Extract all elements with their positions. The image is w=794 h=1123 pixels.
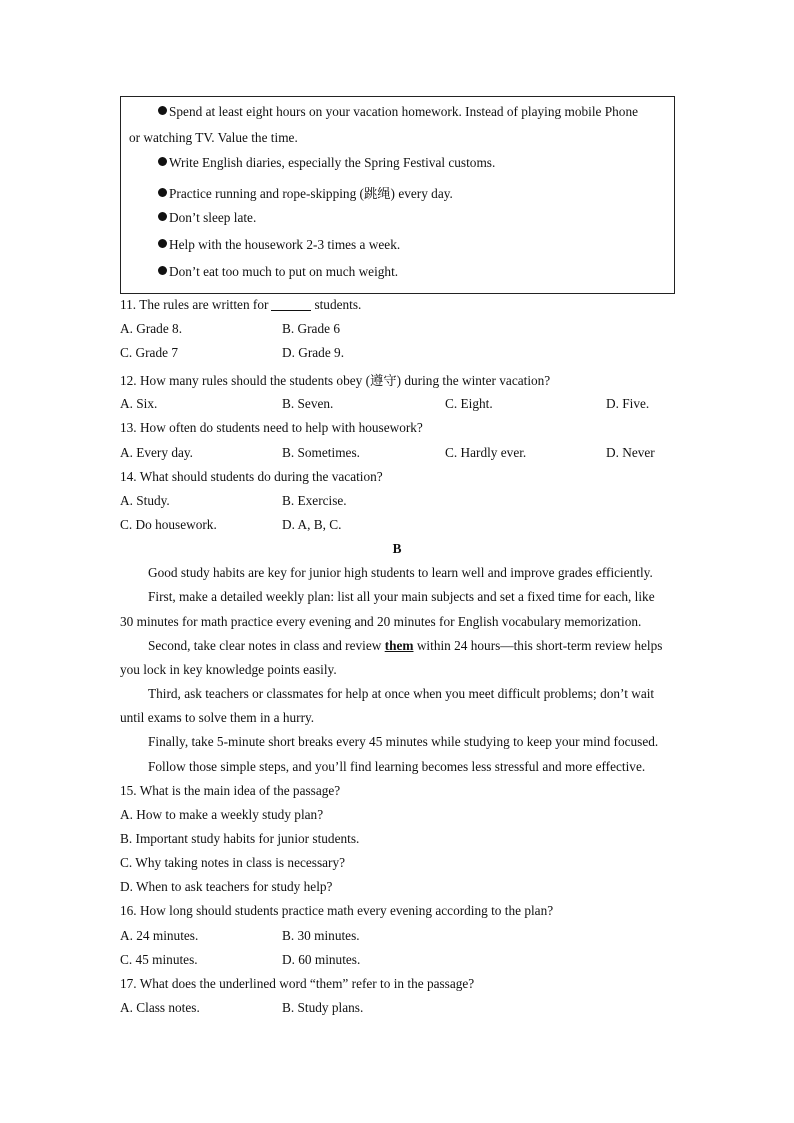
rule-1-continued: or watching TV. Value the time. xyxy=(129,130,298,145)
q13-option-d: D. Never xyxy=(606,445,655,460)
q14-option-d: D. A, B, C. xyxy=(282,517,342,532)
passage-paragraph-4: Third, ask teachers or classmates for help at once when you meet difficult problems; don’t wait xyxy=(148,686,655,701)
q15-option-d: D. When to ask teachers for study help? xyxy=(120,879,333,894)
q14-option-c: C. Do housework. xyxy=(120,517,217,532)
bullet-icon xyxy=(158,266,167,275)
q15-option-a: A. How to make a weekly study plan? xyxy=(120,807,324,822)
bullet-icon xyxy=(158,157,167,166)
passage-paragraph-3-continued: you lock in key knowledge points easily. xyxy=(120,662,337,677)
passage-paragraph-2-continued: 30 minutes for math practice every evening and 20 minutes for English vocabulary memorization. xyxy=(120,614,642,629)
answer-blank xyxy=(271,310,311,311)
q17-option-b: B. Study plans. xyxy=(282,1000,364,1015)
q12-option-a: A. Six. xyxy=(120,396,158,411)
q16-option-a: A. 24 minutes. xyxy=(120,928,199,943)
q12-option-b: B. Seven. xyxy=(282,396,334,411)
section-heading: B xyxy=(392,541,402,556)
q11-option-b: B. Grade 6 xyxy=(282,321,340,336)
rule-3: Practice running and rope-skipping (跳绳) every day. xyxy=(158,183,453,202)
passage-paragraph-6: Follow those simple steps, and you’ll find learning becomes less stressful and more effective. xyxy=(148,759,646,774)
question-11-stem: 11. The rules are written for students. xyxy=(120,297,362,312)
q16-option-d: D. 60 minutes. xyxy=(282,952,361,967)
q13-option-c: C. Hardly ever. xyxy=(445,445,527,460)
q16-option-b: B. 30 minutes. xyxy=(282,928,360,943)
rule-1: Spend at least eight hours on your vacation homework. Instead of playing mobile Phone xyxy=(158,104,638,120)
passage-paragraph-5: Finally, take 5-minute short breaks every 45 minutes while studying to keep your mind focused. xyxy=(148,734,659,749)
q17-option-a: A. Class notes. xyxy=(120,1000,200,1015)
q16-option-c: C. 45 minutes. xyxy=(120,952,198,967)
rules-box xyxy=(120,96,675,294)
q11-option-c: C. Grade 7 xyxy=(120,345,178,360)
q11-option-d: D. Grade 9. xyxy=(282,345,345,360)
q11-option-a: A. Grade 8. xyxy=(120,321,183,336)
rule-6: Don’t eat too much to put on much weight. xyxy=(158,264,398,280)
q15-option-c: C. Why taking notes in class is necessary? xyxy=(120,855,346,870)
rule-4: Don’t sleep late. xyxy=(158,210,256,226)
question-16-stem: 16. How long should students practice math every evening according to the plan? xyxy=(120,903,554,918)
q14-option-b: B. Exercise. xyxy=(282,493,347,508)
rule-2: Write English diaries, especially the Spring Festival customs. xyxy=(158,155,495,171)
q12-option-c: C. Eight. xyxy=(445,396,493,411)
passage-paragraph-2: First, make a detailed weekly plan: list all your main subjects and set a fixed time for each, like xyxy=(148,589,655,604)
question-14-stem: 14. What should students do during the vacation? xyxy=(120,469,383,484)
q15-option-b: B. Important study habits for junior students. xyxy=(120,831,360,846)
question-13-stem: 13. How often do students need to help with housework? xyxy=(120,420,423,435)
bullet-icon xyxy=(158,188,167,197)
passage-paragraph-1: Good study habits are key for junior high students to learn well and improve grades efficiently. xyxy=(148,565,653,580)
underlined-word: them xyxy=(384,638,414,653)
passage-paragraph-4-continued: until exams to solve them in a hurry. xyxy=(120,710,315,725)
q12-option-d: D. Five. xyxy=(606,396,650,411)
q13-option-b: B. Sometimes. xyxy=(282,445,360,460)
question-15-stem: 15. What is the main idea of the passage? xyxy=(120,783,341,798)
bullet-icon xyxy=(158,239,167,248)
question-17-stem: 17. What does the underlined word “them” refer to in the passage? xyxy=(120,976,475,991)
question-12-stem: 12. How many rules should the students obey (遵守) during the winter vacation? xyxy=(120,373,551,388)
rule-5: Help with the housework 2-3 times a week. xyxy=(158,237,400,253)
passage-paragraph-3: Second, take clear notes in class and review them within 24 hours—this short-term review helps xyxy=(148,638,663,653)
q14-option-a: A. Study. xyxy=(120,493,170,508)
bullet-icon xyxy=(158,212,167,221)
bullet-icon xyxy=(158,106,167,115)
q13-option-a: A. Every day. xyxy=(120,445,193,460)
